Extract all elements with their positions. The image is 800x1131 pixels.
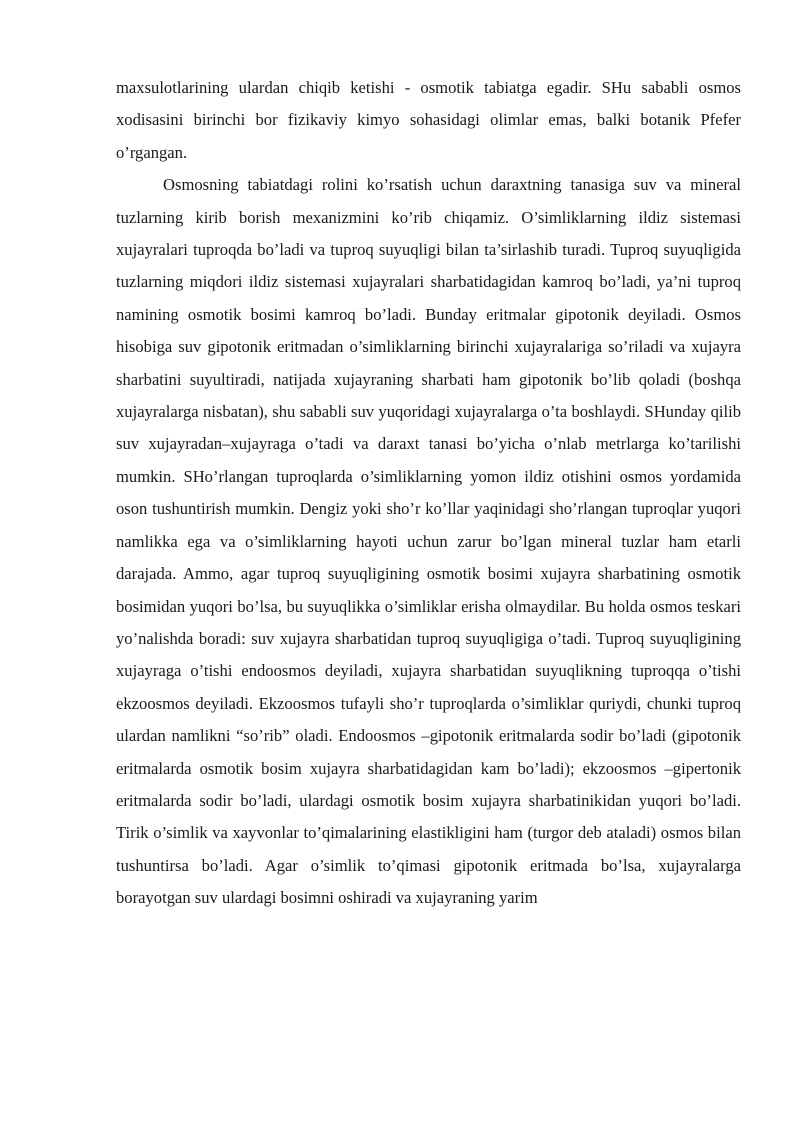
document-body — [116, 72, 741, 915]
paragraph-osmosis-in-nature: Osmosning tabiatdagi rolini ko’rsatish uchun daraxtning tanasiga suv va mineral tuzlarning kirib borish mexanizmini ko’rib chiqamiz. O’simliklarning ildiz sistemasi xujayralari tuproqda bo’ladi va tuproq suyuqligi bilan ta’sirlashib turadi. Tuproq suyuqligida tuzlarning miqdori ildiz sistemasi xujayralari sharbatidagidan kamroq bo’ladi, ya’ni tuproq namining osmotik bosimi kamroq bo’ladi. Bunday eritmalar gipotonik deyiladi. Osmos hisobiga suv gipotonik eritmadan o’simliklarning birinchi xujayralariga so’riladi va xujayra sharbatini suyultiradi, natijada xujayraning sharbati ham gipotonik bo’lib qoladi (boshqa xujayralarga nisbatan), shu sababli suv yuqoridagi xujayralarga o’ta boshlaydi. SHunday qilib suv xujayradan–xujayraga o’tadi va daraxt tanasi bo’yicha o’nlab metrlarga ko’tarilishi mumkin. SHo’rlangan tuproqlarda o’simliklarning yomon ildiz otishini osmos yordamida oson tushuntirish mumkin. Dengiz yoki sho’r ko’llar yaqinidagi sho’rlangan tuproqlar yuqori namlikka ega va o’simliklarning hayoti uchun zarur bo’lgan mineral tuzlar ham etarli darajada. Ammo, agar tuproq suyuqligining osmotik bosimi xujayra sharbatining osmotik bosimidan yuqori bo’lsa, bu suyuqlikka o’simliklar erisha olmaydilar. Bu holda osmos teskari yo’nalishda boradi: suv xujayra sharbatidan tuproq suyuqligiga o’tadi. Tuproq suyuqligining xujayraga o’tishi endoosmos deyiladi, xujayra sharbatidan suyuqlikning tuproqqa o’tishi ekzoosmos deyiladi. Ekzoosmos tufayli sho’r tuproqlarda o’simliklar quriydi, chunki tuproq ulardan namlikni “so’rib” oladi. Endoosmos –gipotonik eritmalarda sodir bo’ladi (gipotonik eritmalarda osmotik bosim xujayra sharbatidagidan kam bo’ladi); ekzoosmos –gipertonik eritmalarda sodir bo’ladi, ulardagi osmotik bosim xujayra sharbatinikidan yuqori bo’ladi. Tirik o’simlik va xayvonlar to’qimalarining elastikligini ham (turgor deb ataladi) osmos bilan tushuntirsa bo’ladi. Agar o’simlik to’qimasi gipotonik eritmada bo’lsa, xujayralarga borayotgan suv ulardagi bosimni oshiradi va xujayraning yarim — [116, 175, 741, 908]
paragraph-continuation: maxsulotlarining ulardan chiqib ketishi - osmotik tabiatga egadir. SHu sababli osmos xodisasini birinchi bor fizikaviy kimyo sohasidagi olimlar emas, balki botanik Pfefer o’rgangan. — [116, 78, 741, 162]
